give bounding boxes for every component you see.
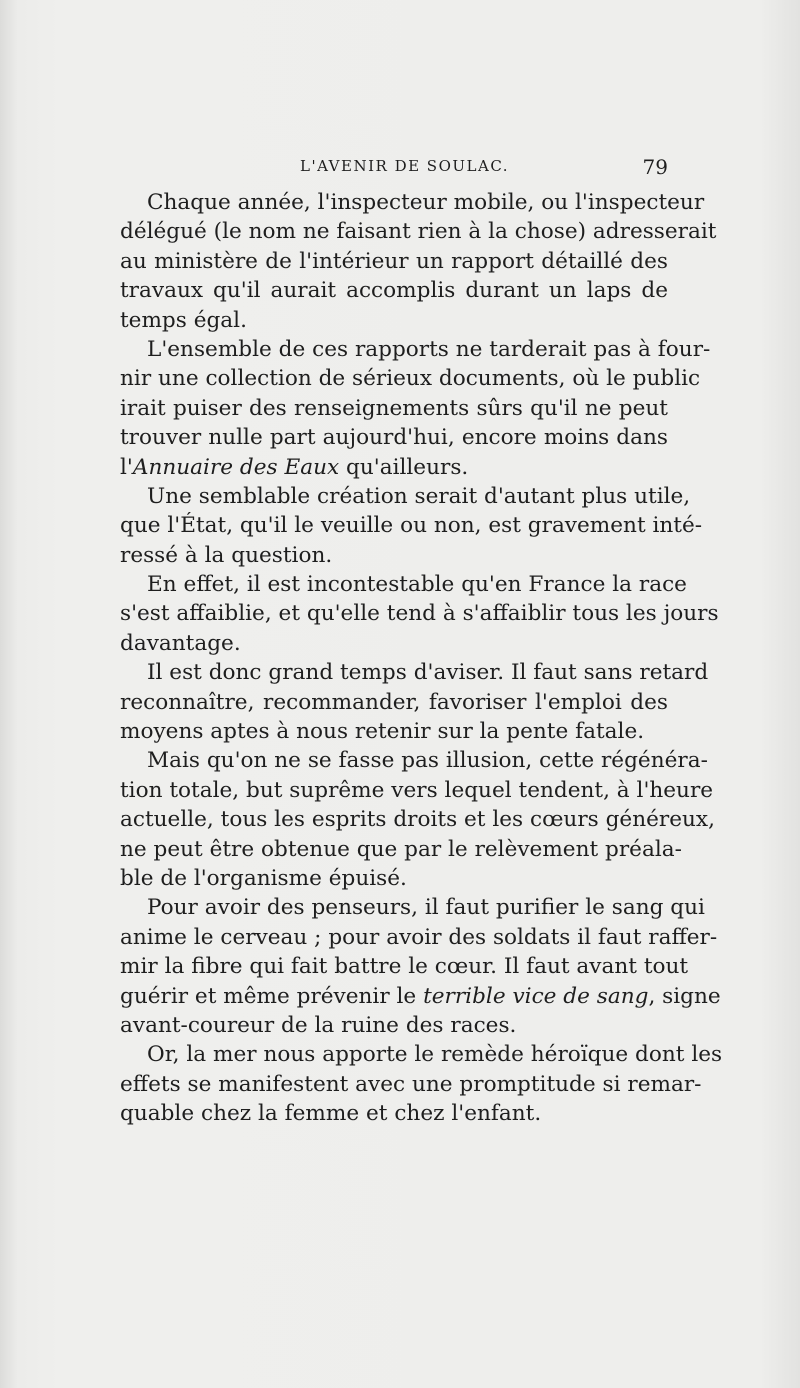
text-line: ble de l'organisme épuisé. bbox=[120, 865, 407, 891]
page-number: 79 bbox=[642, 155, 668, 179]
text-line: Pour avoir des penseurs, il faut purifier le sang qui bbox=[147, 895, 705, 921]
text-segment: l' bbox=[120, 454, 133, 480]
text-line: ressé à la question. bbox=[120, 542, 333, 568]
text-line: avant-coureur de la ruine des races. bbox=[120, 1012, 517, 1038]
text-line: quable chez la femme et chez l'enfant. bbox=[120, 1101, 542, 1127]
text-line: reconnaître, recommander, favoriser l'emploi des bbox=[120, 689, 668, 715]
text-line bbox=[120, 982, 721, 1011]
text-line: trouver nulle part aujourd'hui, encore moins dans bbox=[120, 425, 668, 451]
running-title: L'AVENIR DE SOULAC. bbox=[300, 157, 510, 175]
text-line: nir une collection de sérieux documents, où le public bbox=[120, 366, 701, 392]
page-header bbox=[120, 155, 668, 185]
text-line: que l'État, qu'il le veuille ou non, est gravement inté- bbox=[120, 513, 703, 539]
text-line: travaux qu'il aurait accomplis durant un laps de bbox=[120, 278, 668, 304]
text-line: effets se manifestent avec une promptitude si remar- bbox=[120, 1071, 702, 1097]
text-segment: guérir et même prévenir le bbox=[120, 983, 424, 1009]
body-text bbox=[120, 188, 723, 1129]
text-segment: , signe bbox=[648, 983, 721, 1009]
text-line: temps égal. bbox=[120, 307, 247, 333]
text-line: moyens aptes à nous retenir sur la pente fatale. bbox=[120, 719, 645, 745]
text-segment: qu'ailleurs. bbox=[339, 454, 469, 480]
text-line: L'ensemble de ces rapports ne tarderait pas à four- bbox=[147, 336, 711, 362]
text-line: En effet, il est incontestable qu'en France la race bbox=[147, 572, 687, 598]
text-line: Une semblable création serait d'autant plus utile, bbox=[147, 483, 691, 509]
text-line: actuelle, tous les esprits droits et les cœurs généreux, bbox=[120, 807, 715, 833]
text-line: s'est affaiblie, et qu'elle tend à s'affaiblir tous les jours bbox=[120, 601, 719, 627]
text-line: Il est donc grand temps d'aviser. Il faut sans retard bbox=[147, 660, 709, 686]
italic-title: terrible vice de sang bbox=[423, 983, 649, 1009]
italic-title: Annuaire des Eaux bbox=[132, 454, 340, 480]
text-line: délégué (le nom ne faisant rien à la chose) adresserait bbox=[120, 219, 717, 245]
text-line: davantage. bbox=[120, 630, 241, 656]
text-line: au ministère de l'intérieur un rapport détaillé des bbox=[120, 248, 668, 274]
text-line: irait puiser des renseignements sûrs qu'il ne peut bbox=[120, 395, 668, 421]
text-line: anime le cerveau ; pour avoir des soldats il faut raffer- bbox=[120, 924, 718, 950]
text-line bbox=[120, 453, 668, 482]
text-line: ne peut être obtenue que par le relèvement préala- bbox=[120, 836, 682, 862]
text-line: mir la fibre qui fait battre le cœur. Il faut avant tout bbox=[120, 954, 689, 980]
text-line: Mais qu'on ne se fasse pas illusion, cette régénéra- bbox=[147, 748, 708, 774]
text-line: tion totale, but suprême vers lequel tendent, à l'heure bbox=[120, 777, 714, 803]
text-line: Or, la mer nous apporte le remède héroïque dont les bbox=[147, 1042, 723, 1068]
text-line: Chaque année, l'inspecteur mobile, ou l'inspecteur bbox=[147, 190, 705, 215]
